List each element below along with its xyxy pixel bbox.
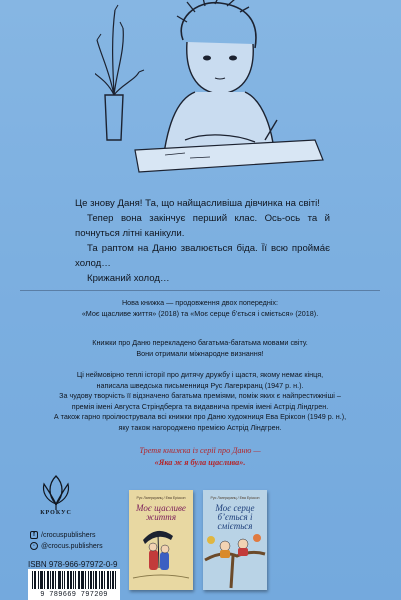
barcode-bar [88,571,89,589]
barcode-bar [75,571,76,589]
info-line: написала шведська письменниця Рус Лагеркранц (1947 р. н.). [96,380,304,390]
instagram-handle: @crocus.publishers [41,542,103,550]
barcode-bar [62,571,63,589]
book-title: Моє щасливе життя [136,503,186,522]
facebook-link[interactable] [30,531,95,539]
barcode-bar [32,571,33,589]
barcode-bar [55,571,56,589]
series-note [40,445,360,469]
story-paragraph-1: Це знову Даня! Та, що найщасливіша дівчинка на світі! [75,198,320,209]
story-paragraph-4: Крижаний холод… [87,273,170,284]
info-line: премія імені Августа Стріндберга та видавнича премія імені Астрід Ліндгрен. [71,401,329,411]
barcode-bar [48,571,49,589]
barcode-bar [47,571,48,589]
barcode-bar [38,571,39,589]
barcode-bar [35,571,36,589]
isbn-label: ISBN 978-966-97972-0-9 [28,560,118,569]
barcode-bar [113,571,114,589]
barcode-bar [52,571,53,589]
barcode-bar [42,571,43,589]
barcode-bar [68,571,69,589]
barcode-bar [67,571,68,589]
barcode-bar [104,571,105,589]
facebook-handle: /crocuspublishers [41,531,96,539]
barcode-bar [91,571,92,589]
barcode-bar [108,571,109,589]
barcode [28,569,120,600]
instagram-icon: ◦ [30,542,38,550]
info-new-book [40,298,360,319]
barcode-bar [53,571,54,589]
barcode-bar [50,571,51,589]
barcode-bar [34,571,35,589]
barcode-bar [115,571,116,589]
book-authors: Рус Лагеркранц / Ева Еріксон [210,496,260,500]
barcode-bar [40,571,41,589]
barcode-bar [73,571,74,589]
girl-writing-illustration [95,0,325,175]
barcode-bar [85,571,86,589]
series-book-2 [203,490,267,590]
barcode-bar [90,571,91,589]
info-line: яку також нагороджено премією Астрід Ліндгрен. [118,422,282,432]
barcode-bar [44,571,45,589]
series-line-2: «Яка ж я була щаслива». [154,458,246,467]
barcode-bar [71,571,72,589]
barcode-bar [82,571,83,589]
barcode-bar [64,571,65,589]
facebook-icon: f [30,531,38,539]
barcode-bar [101,571,102,589]
barcode-bar [79,571,80,589]
barcode-bar [70,571,71,589]
publisher-name: КРОКУС [40,510,72,516]
info-line: Вони отримали міжнародне визнання! [136,348,264,358]
barcode-bar [110,571,111,589]
barcode-bar [99,571,100,589]
book-title: Моє серце б’ється і сміється [215,503,255,531]
book-authors: Рус Лагеркранц / Ева Еріксон [136,496,186,500]
barcode-bar [59,571,60,589]
barcode-bar [58,571,59,589]
story-paragraph-2: Тепер вона закінчує перший клас. Ось-ось та й почнуться літні канікули. [75,213,330,239]
info-about-authors [40,370,360,434]
info-translations [40,338,360,359]
barcode-bar [41,571,42,589]
barcode-digits: 9 789669 797209 [40,591,108,599]
info-line: «Моє щасливе життя» (2018) та «Моє серце б’ється і сміється» (2018). [81,308,319,318]
barcode-bar [95,571,96,589]
barcode-bar [93,571,94,589]
barcode-bar [102,571,103,589]
book-2-illustration [203,490,267,590]
barcode-bar [112,571,113,589]
info-line: Нова книжка — продовження двох попередніх: [121,298,279,307]
info-line: Ці неймовірно теплі історії про дитячу дружбу і щастя, якому немає кінця, [76,370,324,379]
barcode-bar [78,571,79,589]
barcode-bar [96,571,97,589]
series-line-1: Третя книжка із серії про Даню — [139,446,261,455]
section-divider [20,290,380,291]
barcode-bars [28,569,120,591]
barcode-bar [107,571,108,589]
story-paragraph-3: Та раптом на Даню звалюється біда. Її всю пройма́є холод… [75,243,330,269]
instagram-link[interactable] [30,542,103,550]
series-book-1 [129,490,193,590]
info-line: А також гарно проілюструвала всі книжки про Даню художниця Ева Еріксон (1949 р. н.), [53,412,347,422]
book-1-illustration [129,490,193,590]
barcode-bar [83,571,84,589]
barcode-bar [60,571,61,589]
info-line: Книжки про Даню перекладено багатьма-багатьма мовами світу. [92,338,308,347]
info-line: За чудову творчість її відзначено багатьма преміями, поміж яких є найпрестижніші – [59,391,341,401]
story-text [75,196,330,286]
barcode-bar [81,571,82,589]
